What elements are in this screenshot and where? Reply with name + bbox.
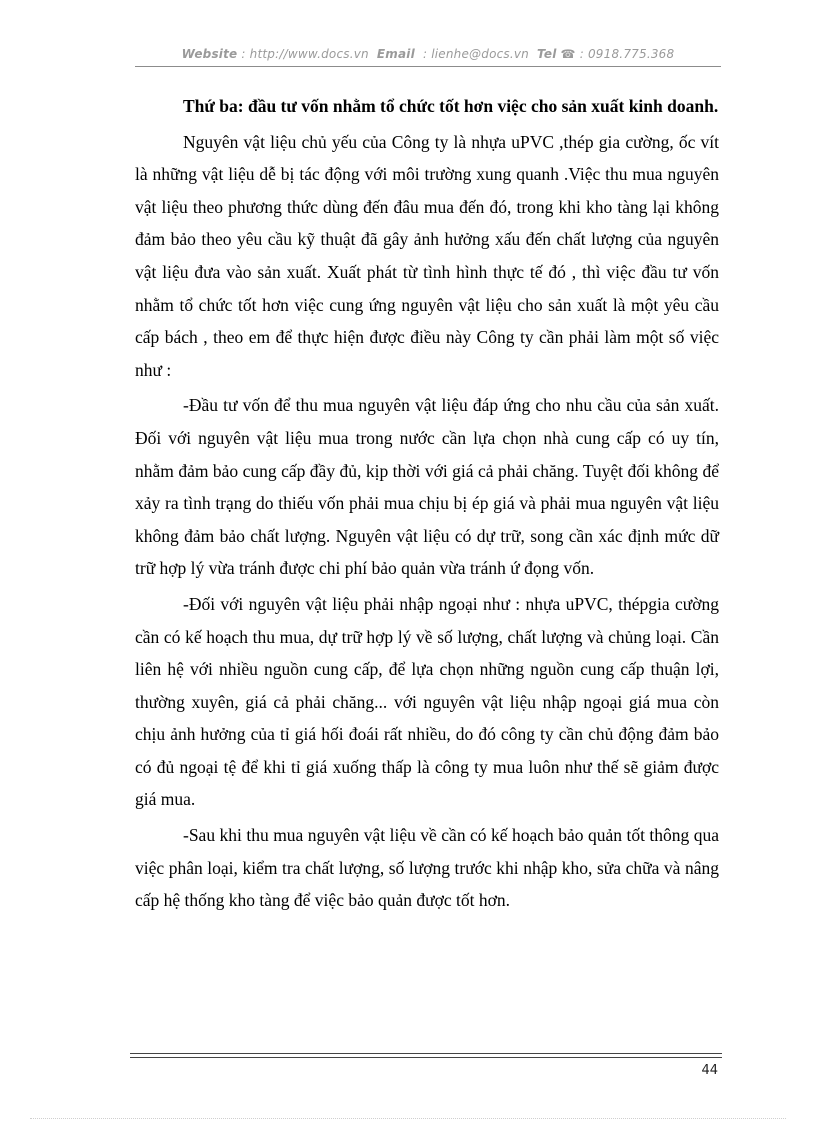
header-divider: [135, 66, 721, 67]
section-heading: Thứ ba: đầu tư vốn nhằm tổ chức tốt hơn việc cho sản xuất kinh doanh.: [183, 96, 719, 116]
website-label: Website: [181, 47, 238, 61]
email-value: : lienhe@docs.vn: [422, 47, 529, 61]
document-body: [135, 90, 719, 917]
page-header: [135, 47, 721, 61]
page-edge-divider: [30, 1118, 786, 1119]
tel-value: ☎ : 0918.775.368: [560, 47, 675, 61]
paragraph: Nguyên vật liệu chủ yếu của Công ty là nhựa uPVC ,thép gia cường, ốc vít là những vật liệu dễ bị tác động với môi trường xung quanh .Việc thu mua nguyên vật liệu theo phương thức dùng đến đâu mua đến đó, trong khi kho tàng lại không đảm bảo theo yêu cầu kỹ thuật đã gây ảnh hưởng xấu đến chất lượng của nguyên vật liệu đưa vào sản xuất. Xuất phát từ tình hình thực tế đó , thì việc đầu tư vốn nhằm tổ chức tốt hơn việc cung ứng nguyên vật liệu cho sản xuất là một yêu cầu cấp bách , theo em để thực hiện được điều này Công ty cần phải làm một số việc như :: [135, 131, 719, 380]
email-label: Email: [376, 47, 415, 61]
footer-divider: [130, 1053, 722, 1058]
paragraph: -Đầu tư vốn để thu mua nguyên vật liệu đáp ứng cho nhu cầu của sản xuất. Đối với nguyên vật liệu mua trong nước cần lựa chọn nhà cung cấp có uy tín, nhằm đảm bảo cung cấp đầy đủ, kịp thời với giá cả phải chăng. Tuyệt đối không để xảy ra tình trạng do thiếu vốn phải mua chịu bị ép giá và phải mua nguyên vật liệu không đảm bảo chất lượng. Nguyên vật liệu có dự trữ, song cần xác định mức dữ trữ hợp lý vừa tránh được chi phí bảo quản vừa tránh ứ đọng vốn.: [135, 395, 719, 579]
website-value: : http://www.docs.vn: [241, 47, 369, 61]
paragraph: -Sau khi thu mua nguyên vật liệu về cần có kế hoạch bảo quản tốt thông qua việc phân loại, kiểm tra chất lượng, số lượng trước khi nhập kho, sửa chữa và nâng cấp hệ thống kho tàng để việc bảo quản được tốt hơn.: [135, 825, 719, 911]
tel-label: Tel: [537, 47, 557, 61]
paragraph: -Đối với nguyên vật liệu phải nhập ngoại như : nhựa uPVC, thépgia cường cần có kế hoạch thu mua, dự trữ hợp lý về số lượng, chất lượng và chủng loại. Cần liên hệ với nhiều nguồn cung cấp, để lựa chọn những nguồn cung cấp thuận lợi, thường xuyên, giá cả phải chăng... với nguyên vật liệu nhập ngoại giá mua còn chịu ảnh hưởng của tỉ giá hối đoái rất nhiều, do đó công ty cần chủ động đảm bảo có đủ ngoại tệ để khi tỉ giá xuống thấp là công ty mua luôn như thế sẽ giảm được giá mua.: [135, 593, 719, 810]
page-number: 44: [701, 1063, 718, 1078]
